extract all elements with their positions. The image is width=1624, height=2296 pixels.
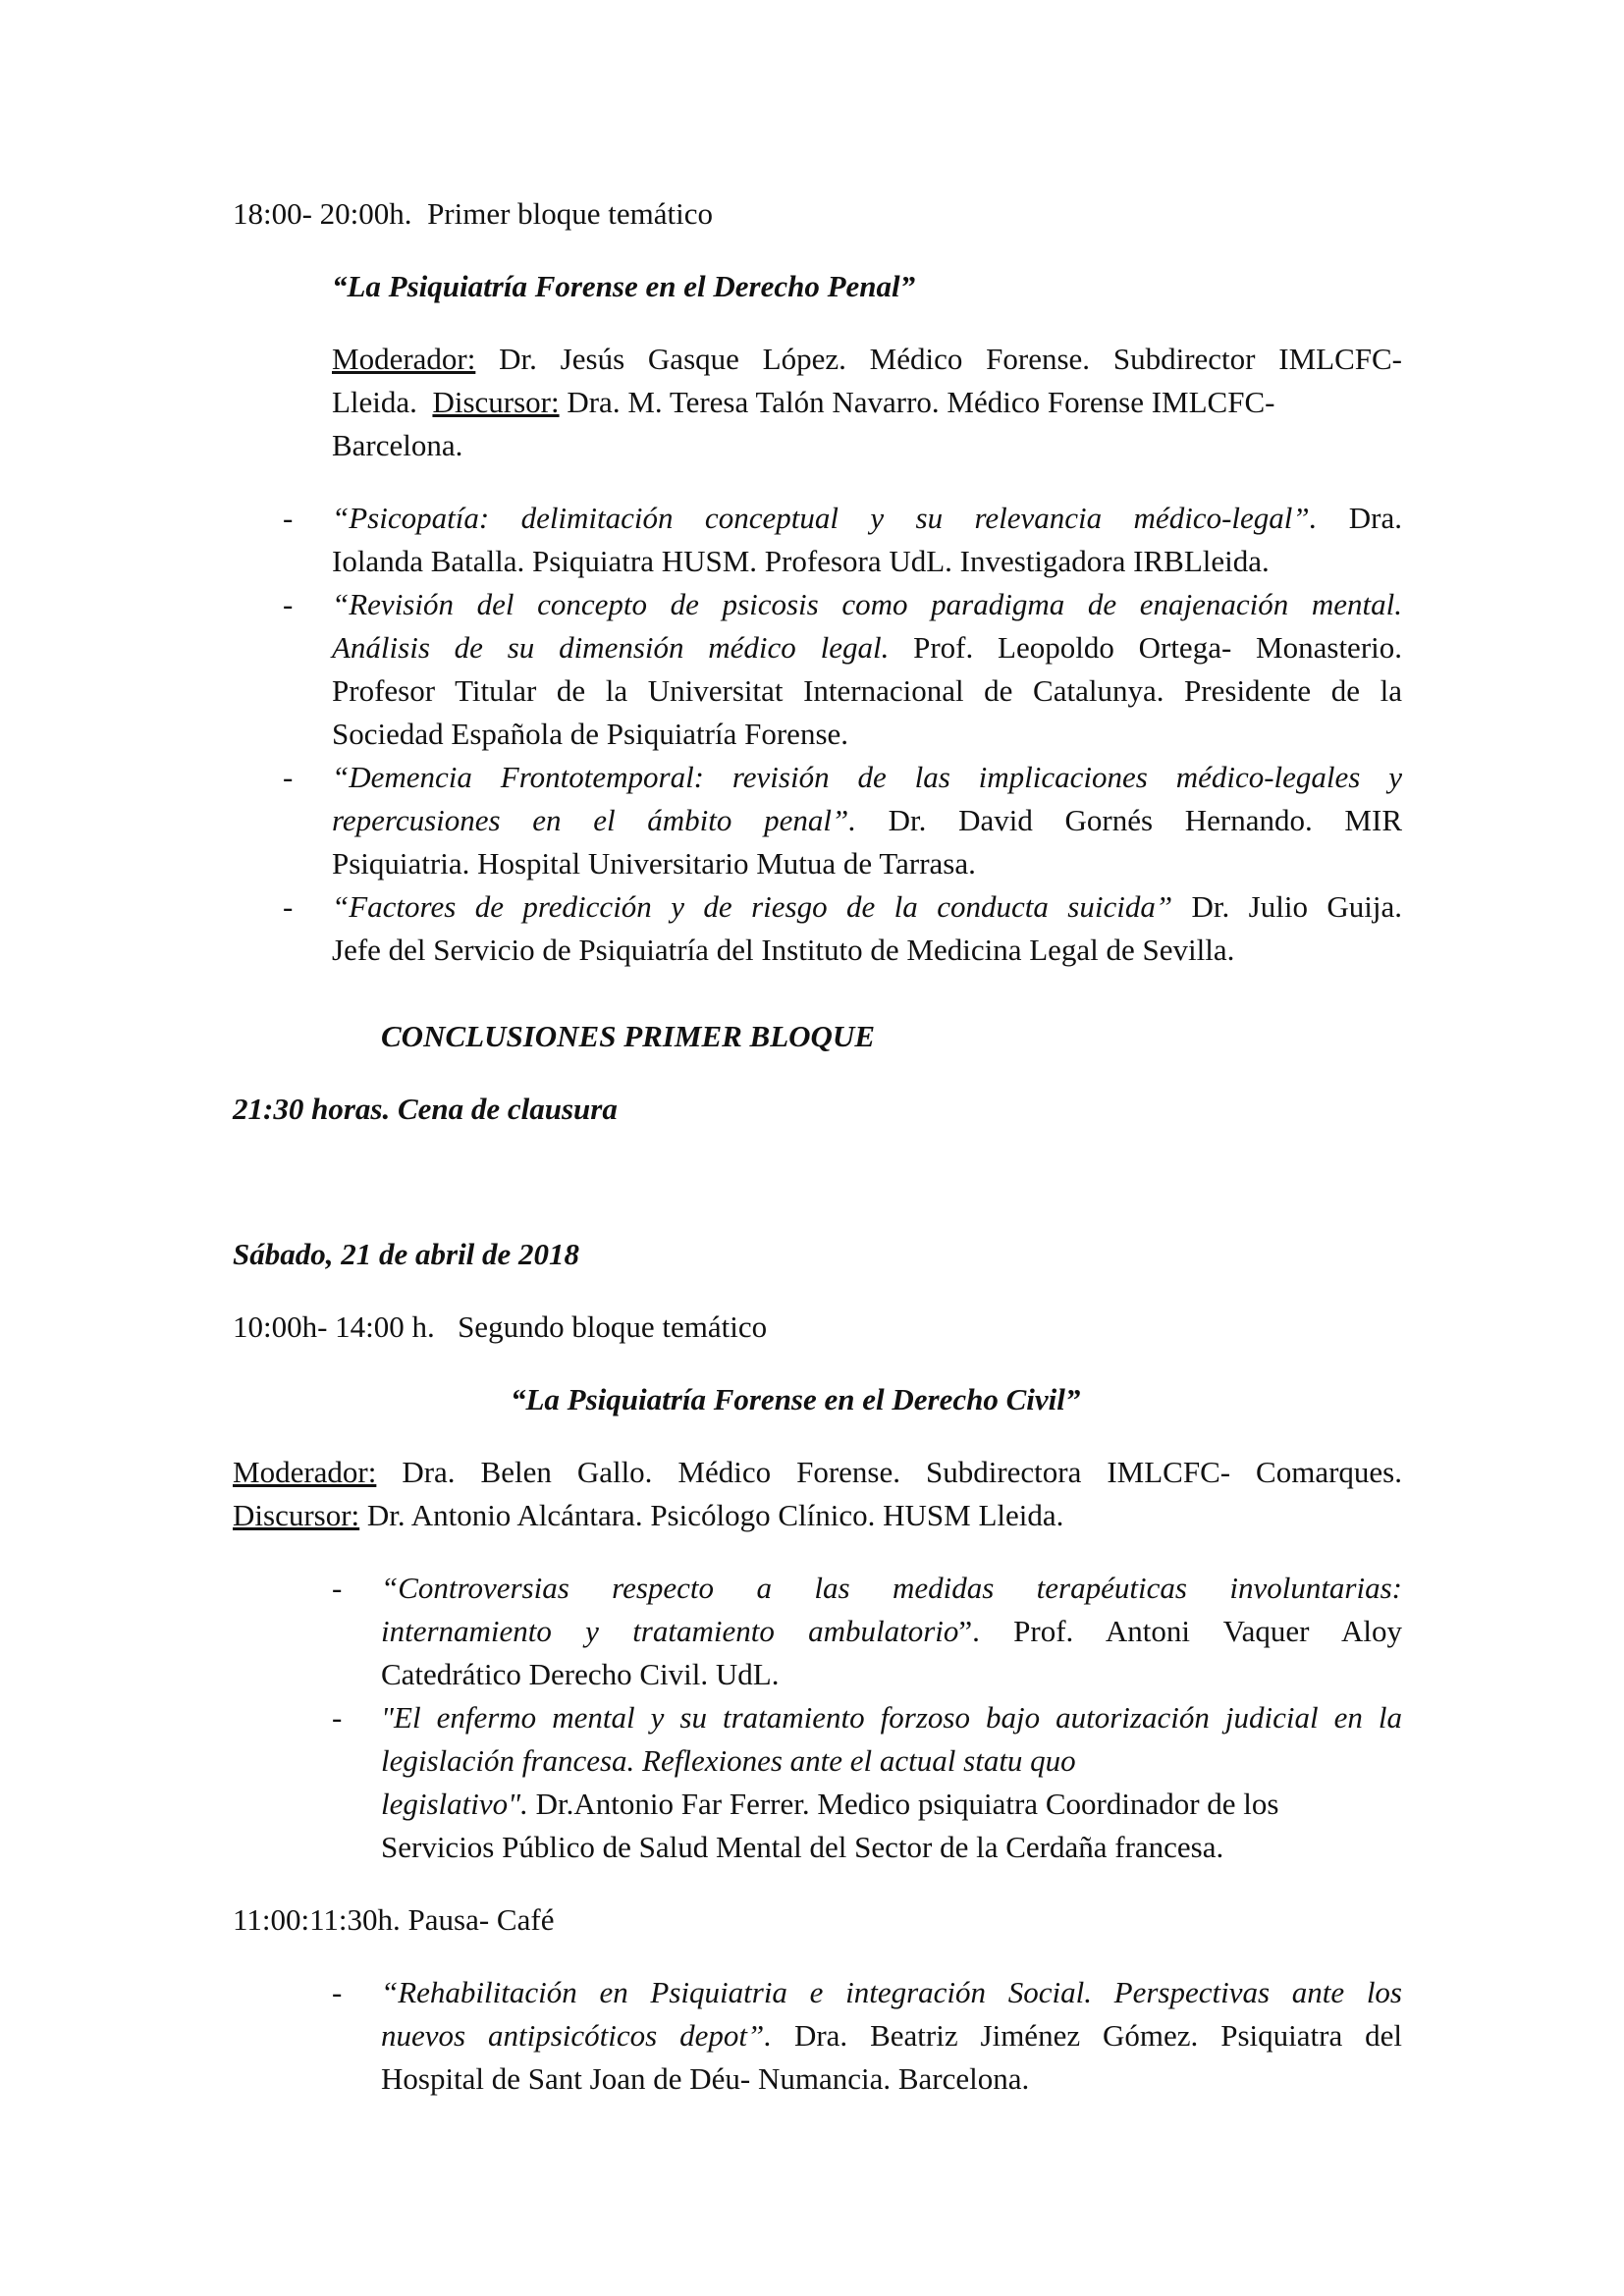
talk-title: “Psicopatía: delimitación conceptual y su relevancia médico-legal”. [332,501,1318,535]
moderator-line-1 [332,338,1402,381]
talk-title-cont: internamiento y tratamiento ambulatorio [381,1614,959,1648]
talk-title-cont-2: legislativo". [381,1787,528,1821]
talk-speaker: ”. Prof. Antoni Vaquer Aloy [958,1614,1402,1648]
talk-title: “Controversias respecto a las medidas terapéuticas involuntarias: [381,1571,1402,1605]
list-item [332,583,1402,756]
talk-speaker-detail: Psiquiatria. Hospital Universitario Mutua de Tarrasa. [332,846,976,881]
list-item [332,756,1402,885]
talk-title: “Demencia Frontotemporal: revisión de las implicaciones médico-legales y [332,760,1402,794]
list-bullet: - [332,1571,343,1605]
talk-speaker: Dra. Beatriz Jiménez Gómez. Psiquiatra del [772,2018,1402,2053]
moderator-text: Dr. Jesús Gasque López. Médico Forense. Subdirector IMLCFC- [499,342,1403,376]
moderator-text: Dra. Belen Gallo. Médico Forense. Subdirectora IMLCFC- Comarques. [402,1455,1402,1489]
moderator-city: Lleida. [332,385,417,419]
talk-title-cont: Análisis de su dimensión médico legal. [332,630,890,665]
speaker-label: Discursor: [233,1498,360,1532]
list-bullet: - [332,1975,343,2009]
talk-speaker-detail-2: Sociedad Española de Psiquiatría Forense. [332,717,849,751]
list-item [332,885,1402,972]
talk-title: “Rehabilitación en Psiquiatria e integración Social. Perspectivas ante los [381,1975,1402,2009]
block-1-moderation [332,338,1402,467]
talk-speaker-detail: Servicios Público de Salud Mental del Sector de la Cerdaña francesa. [381,1830,1224,1864]
list-bullet: - [283,587,294,621]
session-1-heading [233,192,713,236]
moderator-line-3: Barcelona. [332,428,463,462]
moderator-label: Moderador: [332,342,476,376]
talk-title: "El enfermo mental y su tratamiento forzoso bajo autorización judicial en la [381,1700,1402,1735]
conclusions-heading: CONCLUSIONES PRIMER BLOQUE [381,1019,875,1053]
talk-speaker-detail: Hospital de Sant Joan de Déu- Numancia. Barcelona. [381,2061,1030,2096]
day-2-date: Sábado, 21 de abril de 2018 [233,1237,580,1271]
block-1-title: “La Psiquiatría Forense en el Derecho Penal” [332,269,916,303]
speaker-text: Dr. Antonio Alcántara. Psicólogo Clínico. HUSM Lleida. [366,1498,1064,1532]
talk-title: “Revisión del concepto de psicosis como paradigma de enajenación mental. [332,587,1402,621]
moderator-label: Moderador: [233,1455,377,1489]
session-1-label: Primer bloque temático [427,196,714,231]
talk-speaker-detail: Catedrático Derecho Civil. UdL. [381,1657,780,1691]
talk-title: “Factores de predicción y de riesgo de la conducta suicida” [332,889,1173,924]
dinner-heading: 21:30 horas. Cena de clausura [233,1092,618,1126]
talk-speaker: Prof. Leopoldo Ortega- Monasterio. [889,630,1403,665]
list-item [381,1971,1402,2101]
list-item [332,497,1402,583]
talk-title-cont: repercusiones en el ámbito penal”. [332,803,856,837]
talk-title-cont: nuevos antipsicóticos depot”. [381,2018,773,2053]
session-2-heading [233,1306,767,1349]
talk-speaker: Dr. David Gornés Hernando. MIR [855,803,1402,837]
session-2-label: Segundo bloque temático [458,1309,768,1344]
block-2-moderation [233,1451,1402,1537]
talk-title-cont: legislación francesa. Reflexiones ante el actual statu quo [381,1743,1076,1778]
list-item [381,1567,1402,1696]
moderator-line-2 [332,381,1402,424]
session-2-time: 10:00h- 14:00 h. [233,1309,435,1344]
list-bullet: - [332,1700,343,1735]
session-1-time: 18:00- 20:00h. [233,196,412,231]
block-2-title: “La Psiquiatría Forense en el Derecho Civil” [511,1382,1081,1416]
talk-speaker: Dra. [1317,501,1402,535]
talk-speaker-detail: Jefe del Servicio de Psiquiatría del Instituto de Medicina Legal de Sevilla. [332,933,1235,967]
talk-speaker: Dr.Antonio Far Ferrer. Medico psiquiatra Coordinador de los [527,1787,1279,1821]
list-bullet: - [283,889,294,924]
talk-speaker-detail: Profesor Titular de la Universitat Internacional de Catalunya. Presidente de la [332,673,1402,708]
coffee-break: 11:00:11:30h. Pausa- Café [233,1902,555,1937]
talk-speaker: Dr. Julio Guija. [1172,889,1402,924]
speaker-text: Dra. M. Teresa Talón Navarro. Médico Forense IMLCFC- [567,385,1275,419]
list-bullet: - [283,501,294,535]
list-bullet: - [283,760,294,794]
list-item [381,1696,1402,1869]
talk-speaker-detail: Iolanda Batalla. Psiquiatra HUSM. Profesora UdL. Investigadora IRBLleida. [332,544,1270,578]
speaker-label: Discursor: [432,385,560,419]
